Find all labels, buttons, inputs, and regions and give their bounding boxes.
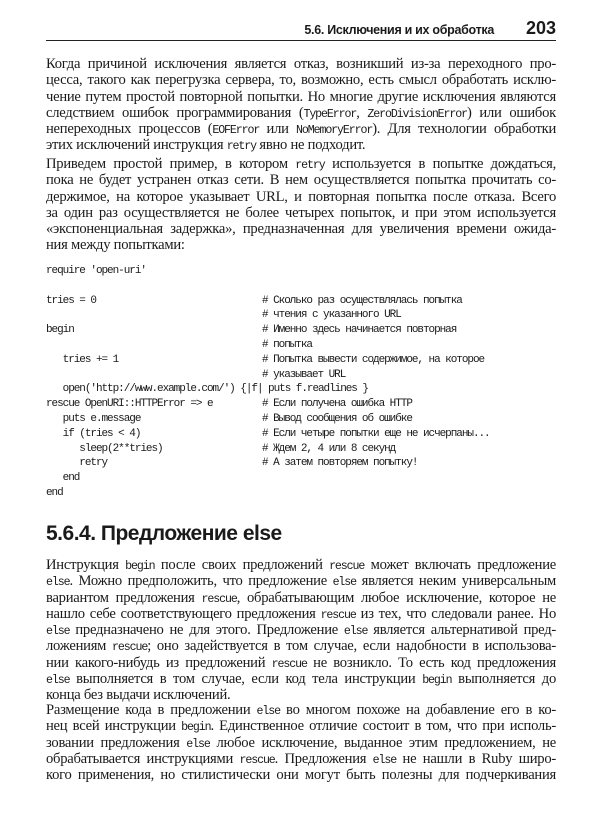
- text-line: [46, 751, 556, 767]
- code-comment: # Ждем 2, 4 или 8 секунд: [262, 442, 396, 455]
- code-comment: # А затем повторяем попытку!: [262, 457, 418, 470]
- code-text: if (tries < 4): [46, 427, 141, 440]
- paragraph-2: [46, 156, 556, 254]
- text-run: не возникло. То есть код предложения: [306, 654, 556, 671]
- text-line: [46, 622, 556, 638]
- inline-code: rescue: [320, 608, 356, 622]
- text-run: из тех, что следовали ранее. Но: [355, 605, 556, 622]
- text-line: [46, 573, 556, 589]
- text-line: [46, 189, 556, 205]
- code-line: [46, 338, 566, 353]
- section-title: 5.6. Исключения и их обработка: [304, 23, 494, 37]
- inline-code: begin: [181, 721, 211, 735]
- code-line: [46, 427, 566, 442]
- text-run: , обрабатывающим любое исключение, которое не: [236, 589, 557, 606]
- text-line: [46, 718, 556, 734]
- code-comment: # Вывод сообщения об ошибке: [262, 412, 412, 425]
- code-line: [46, 264, 566, 279]
- code-comment: # Если получена ошибка HTTP: [262, 398, 412, 411]
- text-run: непереходных процессов (: [46, 121, 213, 138]
- text-line: [46, 205, 556, 221]
- text-run: кого применения, но стилистически они могут быть полезны для подчеркивания: [46, 767, 556, 784]
- text-line: [46, 557, 556, 573]
- text-run: держимое, на которое указывает URL, и повторная попытка после отказа. Всего: [46, 188, 556, 205]
- text-line: [46, 172, 556, 188]
- text-run: за один раз осуществляется не более четырех попыток, и при этом используется: [46, 204, 556, 221]
- code-line: [46, 471, 566, 486]
- text-run: Инструкция: [46, 557, 126, 573]
- text-line: [46, 590, 556, 606]
- text-line: [46, 237, 556, 253]
- text-run: нашло себе соответствующего предложения: [46, 605, 321, 622]
- text-run: следствием ошибок программирования (: [46, 104, 304, 121]
- code-line: [46, 279, 566, 294]
- code-line: [46, 382, 566, 397]
- code-text: require 'open-uri': [46, 265, 146, 277]
- running-header: [46, 18, 556, 41]
- code-text: tries += 1: [46, 353, 119, 366]
- inline-code: rescue: [239, 753, 275, 767]
- code-line: [46, 456, 566, 471]
- text-run: Размещение кода в предложении: [46, 702, 257, 718]
- code-listing: [46, 264, 566, 501]
- text-run: не нашли в Ruby широ-: [396, 750, 556, 767]
- text-run: вариантом предложения: [46, 589, 202, 606]
- code-text: puts e.message: [46, 412, 141, 425]
- text-run: цесса, такого как перегрузка сервера, то, возможно, есть смысл обработать исклю-: [46, 72, 556, 89]
- code-line: [46, 294, 566, 309]
- code-comment: # указывает URL: [262, 368, 346, 381]
- inline-code: rescue: [271, 657, 307, 671]
- code-line: [46, 368, 566, 383]
- text-run: ). Для технологии обработки: [372, 121, 557, 138]
- inline-code: else: [332, 576, 357, 590]
- text-line: [46, 89, 556, 105]
- code-text: sleep(2**tries): [46, 442, 163, 455]
- paragraph-1: [46, 56, 556, 154]
- code-line: [46, 308, 566, 323]
- paragraph-3: [46, 557, 556, 704]
- code-text: end: [46, 472, 80, 485]
- text-line: [46, 638, 556, 654]
- text-run: используется в попытке дождаться,: [324, 156, 556, 172]
- code-comment: # Если четыре попытки еще не исчерпаны...: [262, 427, 490, 440]
- text-run: предназначено не для этого. Предложение: [69, 622, 344, 639]
- text-line: [46, 606, 556, 622]
- text-run: является альтернативой пред-: [367, 622, 556, 639]
- text-run: после своих предложений: [154, 557, 330, 573]
- code-text: open('http://www.example.com/') {|f| puts f.readlines }: [46, 383, 368, 396]
- inline-code: begin: [422, 674, 452, 688]
- code-text: end: [46, 486, 63, 499]
- code-comment: # попытка: [262, 338, 312, 351]
- text-line: [46, 137, 556, 153]
- text-run: чение путем простой повторной попытки. Но многие другие исключения являются: [46, 88, 556, 105]
- code-line: [46, 397, 566, 412]
- page-number: 203: [525, 18, 556, 38]
- text-run: нец всей инструкции: [46, 718, 182, 735]
- inline-code: rescue: [201, 592, 237, 606]
- text-line: [46, 655, 556, 671]
- inline-code: TypeError: [303, 107, 357, 121]
- text-run: конца без выдачи исключений.: [46, 687, 231, 704]
- text-run: Приведем простой пример, в котором: [46, 156, 296, 172]
- inline-code: else: [46, 576, 70, 590]
- text-run: может включать предложение: [364, 557, 556, 573]
- text-run: . Предложения: [274, 750, 373, 767]
- inline-code: retry: [226, 140, 256, 154]
- code-line: [46, 323, 566, 338]
- text-run: является неким универсальным: [356, 573, 557, 590]
- code-line: [46, 442, 566, 457]
- text-run: . Можно предположить, что предложение: [69, 573, 333, 590]
- text-run: нии какого-нибудь из предложений: [46, 654, 272, 671]
- code-line: [46, 353, 566, 368]
- text-run: выполняется в том случае, если код тела инструкции: [69, 671, 423, 688]
- text-run: пока не будет устранен отказ сети. В нем осуществляется попытка прочитать со-: [46, 172, 556, 189]
- text-run: явно не подходит.: [255, 137, 366, 154]
- inline-code: ZeroDivisionError: [367, 107, 467, 121]
- text-line: [46, 105, 556, 121]
- text-run: выполняется до: [451, 671, 556, 688]
- code-line: [46, 486, 566, 501]
- code-text: retry: [46, 457, 108, 470]
- code-text: begin: [46, 324, 74, 337]
- code-comment: # Попытка вывести содержимое, на которое: [262, 353, 485, 366]
- text-line: [46, 735, 556, 751]
- inline-code: else: [186, 737, 210, 751]
- text-line: [46, 221, 556, 237]
- text-run: обрабатывается инструкциями: [46, 750, 240, 767]
- code-line: [46, 412, 566, 427]
- text-line: [46, 671, 556, 687]
- code-comment: # Именно здесь начинается повторная: [262, 324, 457, 337]
- inline-code: retry: [295, 159, 325, 172]
- code-text: tries = 0: [46, 294, 96, 307]
- text-line: [46, 767, 556, 783]
- code-comment: # чтения с указанного URL: [262, 309, 401, 322]
- text-line: [46, 121, 556, 137]
- inline-code: begin: [125, 560, 155, 573]
- code-comment: # Сколько раз осуществлялась попытка: [262, 294, 462, 307]
- text-line: [46, 56, 556, 72]
- text-line: [46, 156, 556, 172]
- inline-code: else: [46, 625, 70, 639]
- text-line: [46, 72, 556, 88]
- inline-code: else: [372, 753, 397, 767]
- text-run: ) или ошибок: [466, 104, 556, 121]
- text-run: зовании предложения: [46, 734, 187, 751]
- inline-code: rescue: [329, 560, 365, 573]
- text-run: любое исключение, выданное этим предложением, не: [209, 734, 556, 751]
- text-run: «экспоненциальная задержка», предназначенная для увеличения времени ожида-: [46, 221, 556, 238]
- text-run: Когда причиной исключения является отказ, возникший из-за переходного про-: [46, 56, 556, 72]
- text-run: ,: [356, 104, 368, 121]
- inline-code: else: [256, 705, 280, 718]
- inline-code: rescue: [112, 641, 148, 655]
- text-line: [46, 702, 556, 718]
- section-heading: 5.6.4. Предложение else: [46, 522, 282, 545]
- text-run: ния между попытками:: [46, 237, 185, 254]
- inline-code: else: [46, 674, 70, 688]
- text-run: этих исключений инструкция: [46, 137, 227, 154]
- text-run: или: [259, 121, 297, 138]
- code-text: rescue OpenURI::HTTPError => e: [46, 398, 213, 411]
- inline-code: NoMemoryError: [296, 124, 373, 138]
- paragraph-4: [46, 702, 556, 783]
- text-run: во многом похоже на добавление его в ко-: [279, 702, 556, 718]
- inline-code: else: [343, 625, 368, 639]
- text-run: ; оно задействуется в том случае, если надобности в использова-: [147, 638, 556, 655]
- text-run: ложениям: [46, 638, 113, 655]
- text-run: . Единственное отличие состоит в том, что при исполь-: [210, 718, 556, 735]
- inline-code: EOFError: [212, 124, 260, 138]
